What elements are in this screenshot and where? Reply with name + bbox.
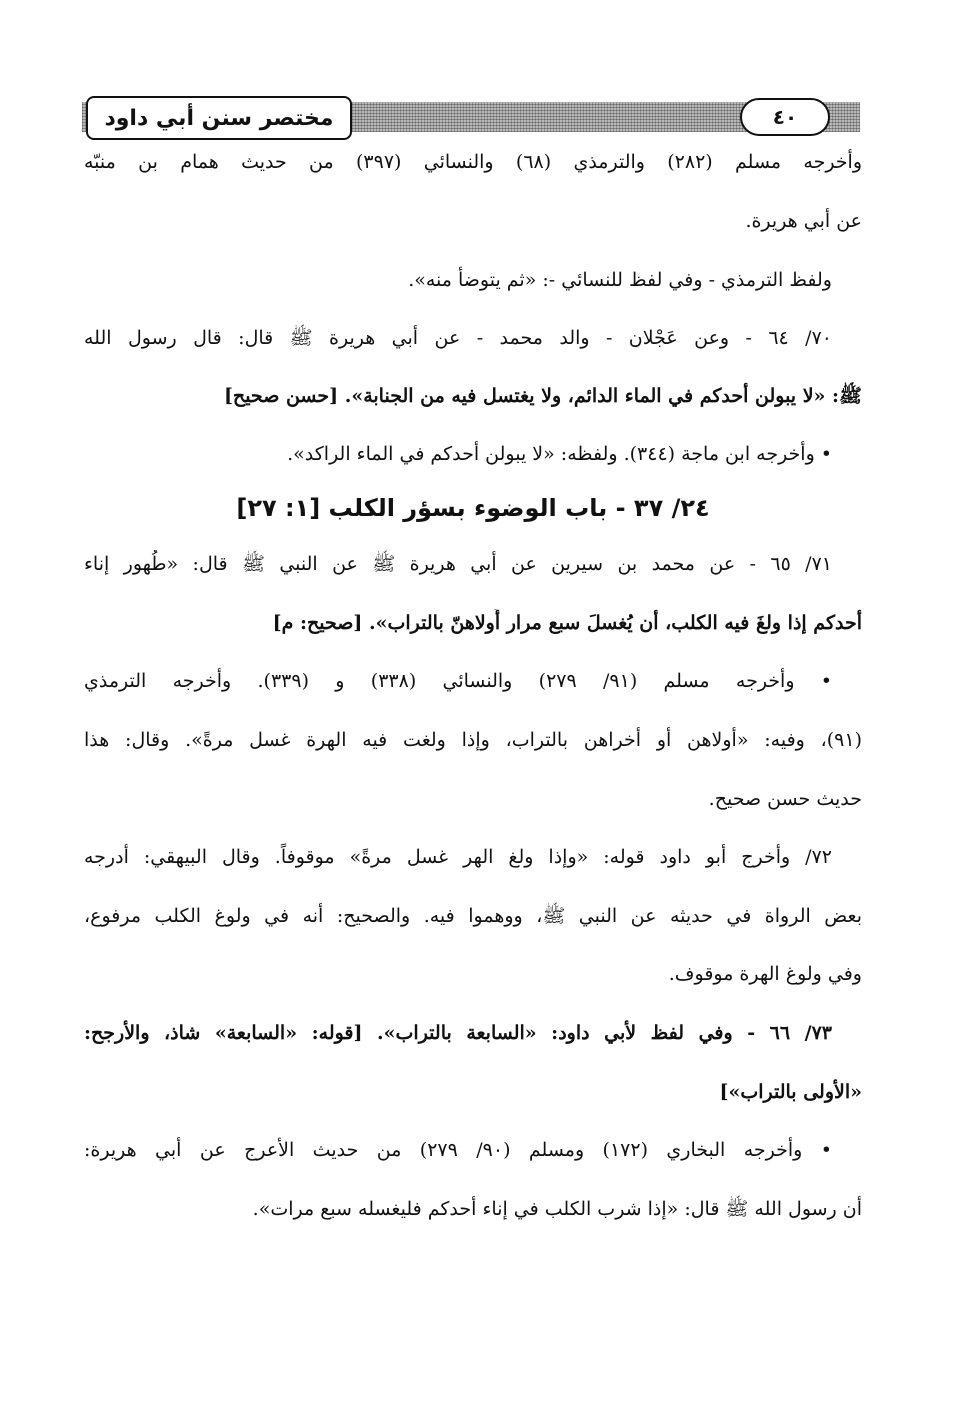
text-line-15: وفي ولوغ الهرة موقوف.: [668, 963, 862, 985]
text-line-11: (٩١)، وفيه: «أولاهن أو أخراهن بالتراب، وإذا ولغت فيه الهرة غسل مرةً». وقال: هذا: [84, 729, 862, 751]
page-header: [82, 96, 860, 144]
book-title: مختصر سنن أبي داود: [86, 96, 352, 140]
page-number: ٤٠: [740, 98, 830, 136]
text-line-2: عن أبي هريرة.: [745, 210, 862, 232]
text-line-4: ٧٠/ ٦٤ - وعن عَجْلان - والد محمد - عن أبي هريرة ﷺ قال: قال رسول الله: [84, 327, 833, 349]
text-line-10: • وأخرجه مسلم (٩١/ ٢٧٩) والنسائي (٣٣٨) و (٣٣٩). وأخرجه الترمذي: [84, 670, 833, 692]
text-line-14: بعض الرواة في حديثه عن النبي ﷺ، ووهموا فيه. والصحيح: أنه في ولوغ الكلب مرفوع،: [84, 905, 862, 927]
text-line-8: ٧١/ ٦٥ - عن محمد بن سيرين عن أبي هريرة ﷺ عن النبي ﷺ قال: «طُهور إناء: [84, 553, 832, 575]
chapter-heading: ٢٤/ ٣٧ - باب الوضوء بسؤر الكلب [١: ٢٧]: [236, 494, 710, 522]
text-line-3: ولفظ الترمذي - وفي لفظ للنسائي -: «ثم يتوضأ منه».: [408, 269, 832, 291]
text-line-13: ٧٢/ وأخرج أبو داود قوله: «وإذا ولغ الهر غسل مرةً» موقوفاً. وقال البيهقي: أدرجه: [84, 846, 832, 868]
takhrij-line-ibn-majah: • وأخرجه ابن ماجة (٣٤٤). ولفظه: «لا يبولن أحدكم في الماء الراكد».: [287, 443, 832, 465]
text-line-1: وأخرجه مسلم (٢٨٢) والترمذي (٦٨) والنسائي (٣٩٧) من حديث همام بن منبّه: [84, 151, 862, 173]
text-line-16: ٧٣/ ٦٦ - وفي لفظ لأبي داود: «السابعة بالتراب». [قوله: «السابعة» شاذ، والأرجح:: [84, 1022, 832, 1044]
hadith-text-70: ﷺ: «لا يبولن أحدكم في الماء الدائم، ولا يغتسل فيه من الجنابة». [حسن صحيح]: [223, 385, 862, 407]
hadith-text-71: أحدكم إذا ولغَ فيه الكلب، أن يُغسلَ سبع مرار أُولاهنّ بالتراب». [صحيح: م]: [272, 612, 862, 634]
text-line-12: حديث حسن صحيح.: [708, 788, 862, 810]
text-line-19: أن رسول الله ﷺ قال: «إذا شرب الكلب في إناء أحدكم فليغسله سبع مرات».: [252, 1198, 862, 1220]
text-line-17: «الأولى بالتراب»]: [719, 1081, 862, 1103]
text-line-18: • وأخرجه البخاري (١٧٢) ومسلم (٩٠/ ٢٧٩) من حديث الأعرج عن أبي هريرة:: [84, 1139, 832, 1161]
